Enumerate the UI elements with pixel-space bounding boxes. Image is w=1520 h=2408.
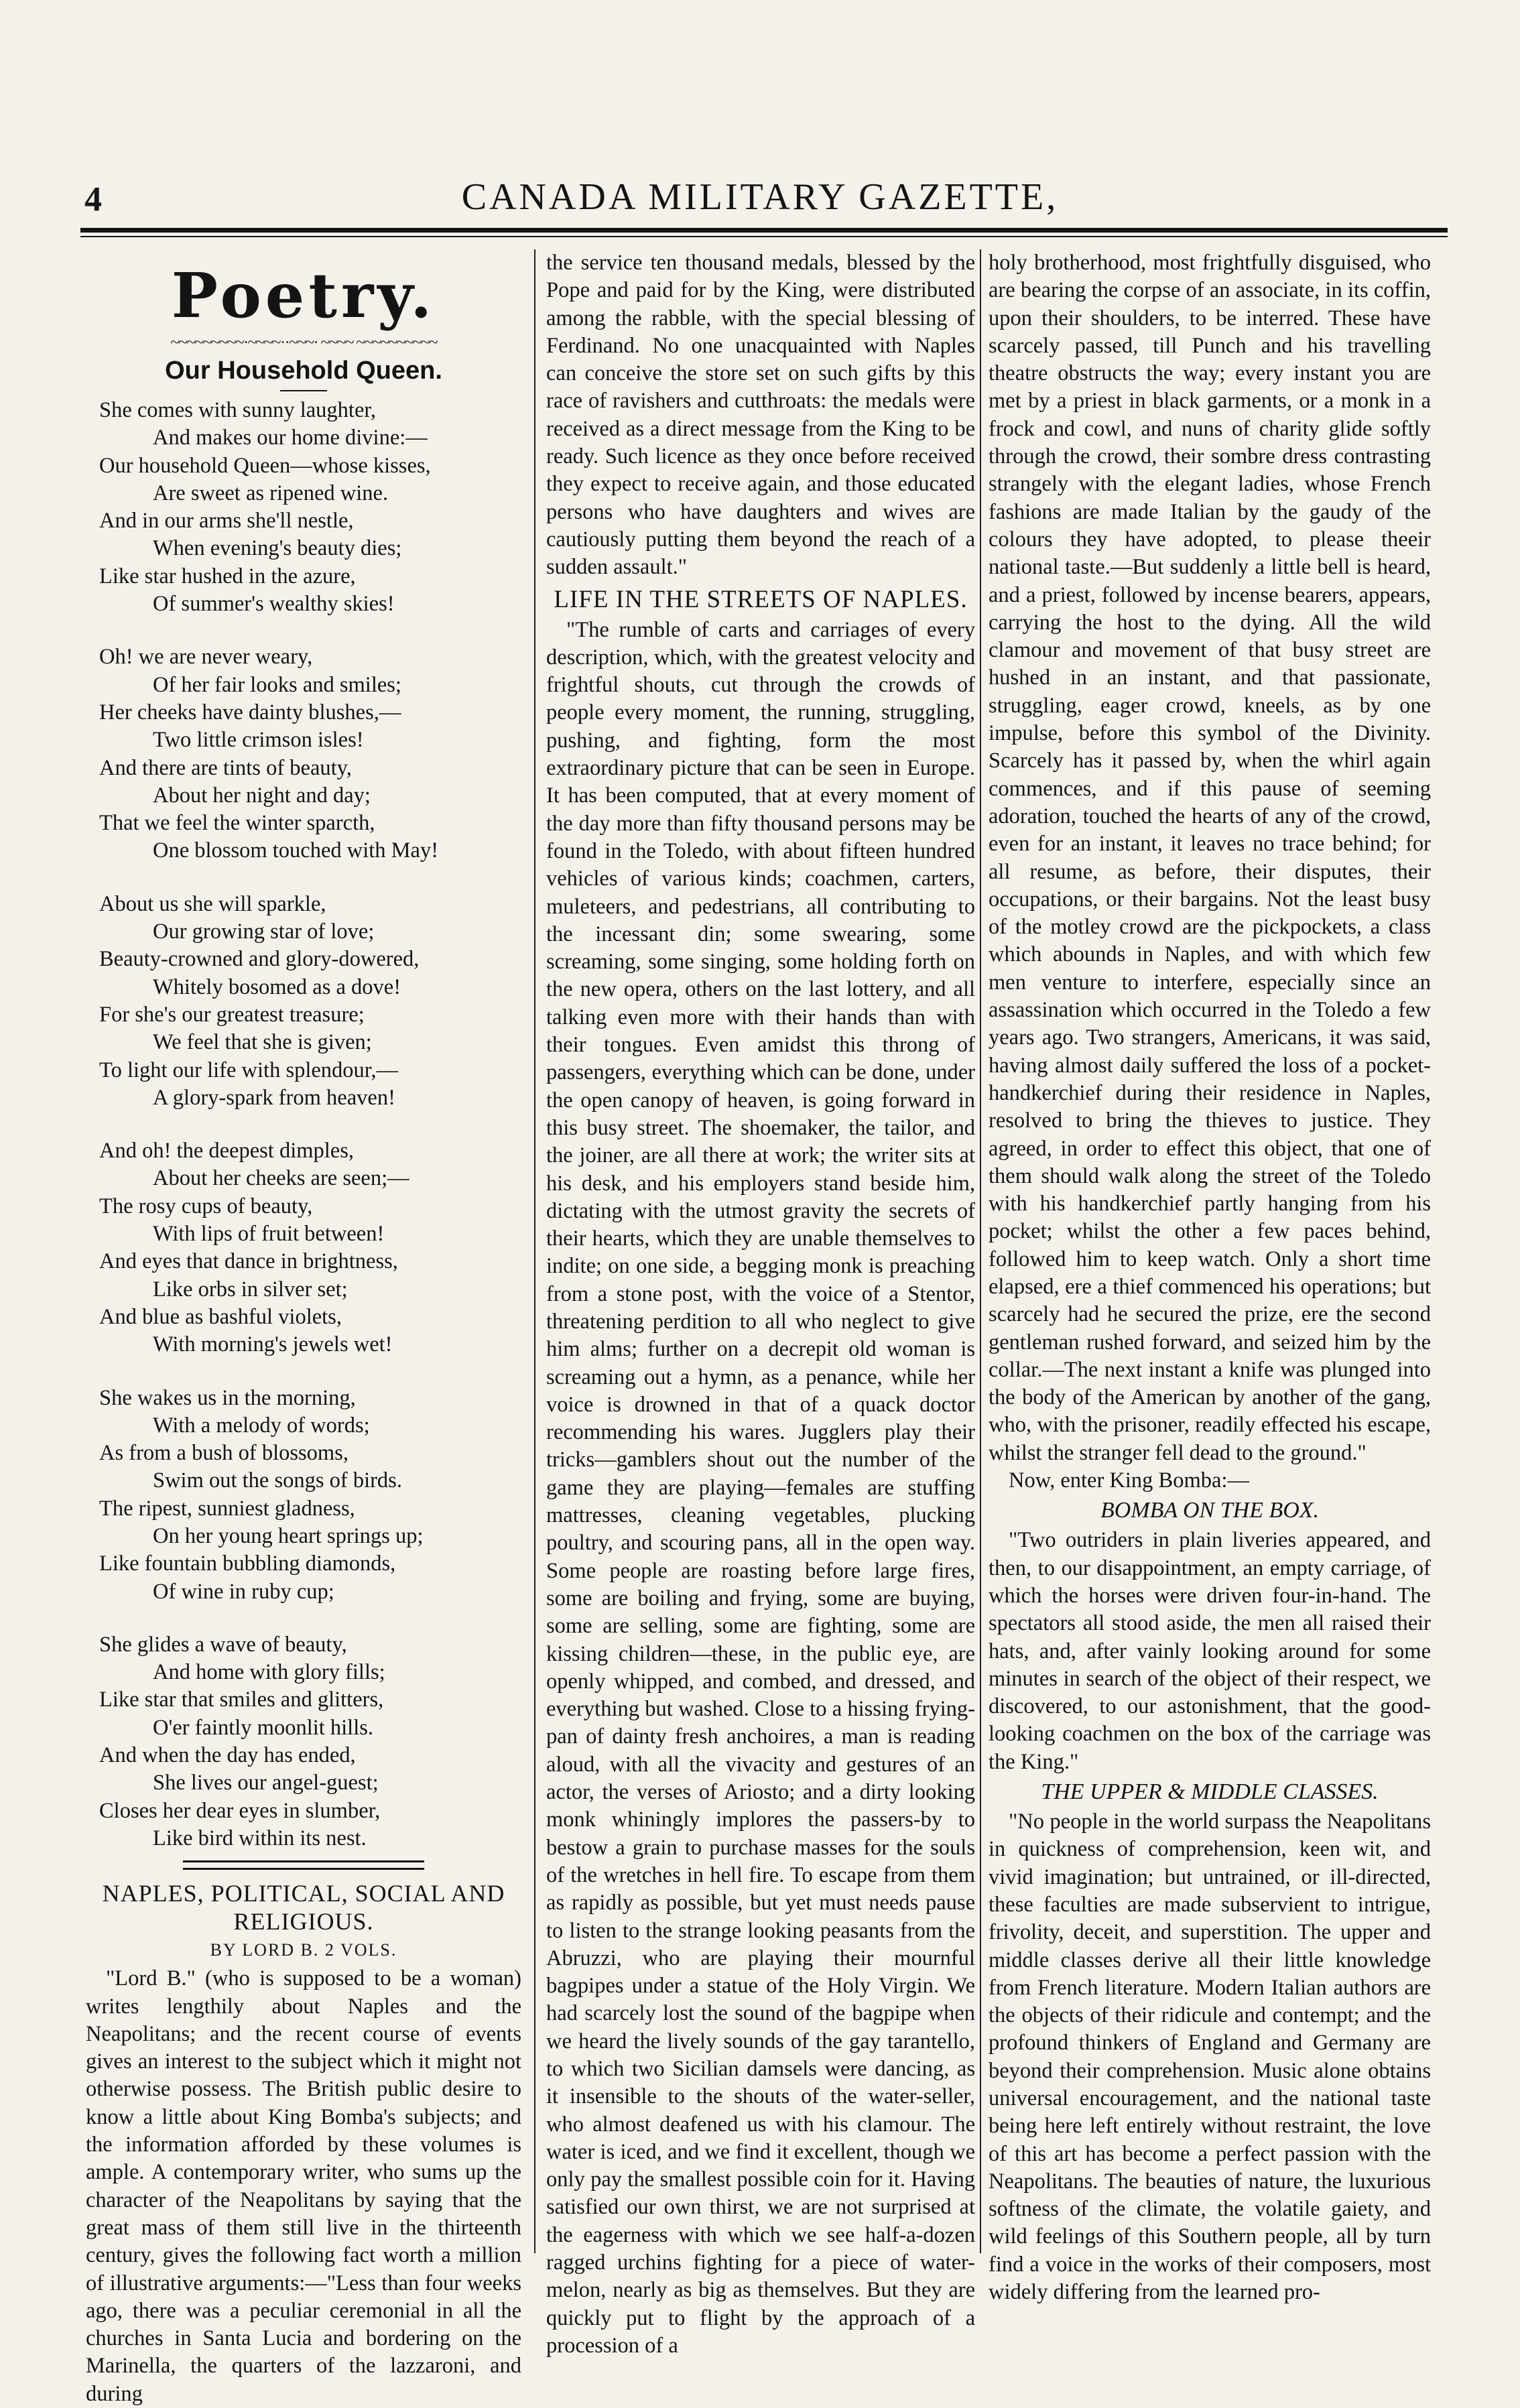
poem-stanza [86, 397, 521, 618]
life-in-streets-text: "The rumble of carts and carriages of every description, which, with the greatest velocity and frightful shouts, cut through the crowds of people every moment, the running, struggling, pushing, and fighting, form the most extraordinary picture that can be seen in Europe. It has been computed, that at every moment of the day more than fifty thousand persons may be found in the Toledo, with about fifteen hundred vehicles of various kinds; coachmen, carters, muleteers, and pedestrians, all contributing to the incessant din; some swearing, some screaming, some singing, some holding forth on the new opera, others on the last lottery, and all talking even more with their hands than with their tongues. Even amidst this throng of passengers, everything which can be done, under the open canopy of heaven, is going forward in this busy street. The shoemaker, the tailor, and the joiner, are all there at work; the writer sits at his desk, and his employers stand beside him, dictating with the utmost gravity the secrets of their hearts, which they are unable themselves to indite; on one side, a begging monk is preaching from a stone post, with the voice of a Stentor, threatening perdition to all who neglect to give him alms; further on a decrepit old woman is screaming out a hymn, as a penance, while her voice is drowned in that of a quack doctor recommending his wares. Jugglers play their tricks—gamblers shout out the number of the game they are playing—females are stuffing mattresses, cleaning vegetables, plucking poultry, and scouring pans, all in the open way. Some people are roasting before large fires, some are boiling and frying, some are buying, some are selling, some are fighting, some are kissing children—these, in the public eye, are openly whipped, and combed, and dressed, and everything but washed. Close to a hissing frying-pan of dainty fresh anchoires, a man is reading aloud, with all the vivacity and gestures of an actor, the verses of Ariosto; and a dirty looking monk whiningly implores the passers-by to bestow a grain to purchase masses for the souls of the wretches in hell fire. To escape from them as rapidly as possible, but yet must needs pause to listen to the strange looking peasants from the Abruzzi, who are playing their mournful bagpipes under a statue of the Holy Virgin. We had scarcely lost the sound of the bagpipe when we heard the lively sounds of the gay tarantello, to which two Sicilian damsels were dancing, as it insensible to the shouts of the water-seller, who almost deafened us with his clamour. The water is iced, and we find it excellent, though we only pay the smallest possible coin for it. Having satisfied our own thirst, we are not surprised at the eagerness with which we see half-a-dozen ragged urchins fighting for a piece of water-melon, nearly as big as themselves. But they are quickly put to flight by the approach of a procession of a [546, 617, 975, 2358]
poem-line: Like bird within its nest. [153, 1826, 367, 1850]
streets-continuation-text: holy brotherhood, most frightfully disguised, who are bearing the corpse of an associate, in its coffin, upon their shoulders, to be interred. These have scarcely passed, till Punch and his travelling theatre obstructs the way; every instant you are met by a priest in black garments, or a monk in a frock and cowl, and nuns of charity glide softly through the crowd, their sombre dress contrasting strangely with the elegant ladies, whose French fashions are made Italian by the gaudy of the colours they have adopted, to please theeir national taste.—But suddenly a little bell is heard, and a priest, followed by incense bearers, appears, carrying the host to the dying. All the wild clamour and movement of that busy street are hushed in an instant, and that passionate, struggling, eager crowd, kneels, as by one impulse, before this symbol of the Divinity. Scarcely has it passed by, when the whirl again commences, and if this pause of seeming adoration, touched the hearts of any of the crowd, even for an instant, it leaves no trace behind; for all resume, as before, their disputes, their occupations, or their bargains. Not the least busy of the motley crowd are the pickpockets, a class which abounds in Naples, and with which few men venture to interfere, especially since an assassination which occurred in the Toledo a few years ago. Two strangers, Americans, it was said, having almost daily suffered the loss of a pocket-handkerchief during their residence in Naples, resolved to bring the thieves to justice. They agreed, in order to effect this object, that one of them should walk along the street of the Toledo with his handkerchief partly hanging from his pocket; whilst the other a few paces behind, followed him to keep watch. Only a short time elapsed, ere a thief commenced his operations; but scarcely had he secured the prize, ere the second gentleman rushed forward, and seized him by the collar.—The next instant a knife was plunged into the body of the American by another of the gang, who, with the prisoner, readily effected his escape, whilst the stranger fell dead to the ground." [989, 251, 1431, 1465]
poem-line: As from a bush of blossoms, [99, 1441, 349, 1466]
poem-body [86, 397, 521, 1852]
section-heading-upper-middle-classes: THE UPPER & MIDDLE CLASSES. [1041, 1779, 1379, 1805]
poem-line: Of summer's wealthy skies! [153, 592, 395, 617]
poem-line: Like star that smiles and glitters, [99, 1688, 384, 1712]
poem-line: The rosy cups of beauty, [99, 1194, 313, 1218]
poem-stanza [86, 643, 521, 865]
poem-line: She glides a wave of beauty, [99, 1632, 347, 1657]
poem-line: She comes with sunny laughter, [99, 398, 377, 422]
section-heading-bomba-on-box: BOMBA ON THE BOX. [1100, 1498, 1320, 1523]
poem-line: One blossom touched with May! [153, 838, 439, 863]
column-3 [989, 249, 1431, 2306]
masthead-title: CANADA MILITARY GAZETTE, [461, 176, 1059, 218]
article-intro-text: "Lord B." (who is supposed to be a woman) writes lengthily about Naples and the Neapolitans; and the recent course of events gives an interest to the subject which it might not otherwise possess. The British public desire to know a little about King Bomba's subjects; and the information afforded by these volumes is ample. A contemporary writer, who sums up the character of the Neapolitans by saying that the great mass of them still live in the thirteenth century, gives the following fact worth a million of illustrative arguments:—"Less than four weeks ago, there was a peculiar ceremonial in all the churches in Santa Lucia and bordering on the Marinella, the quarters of the lazzaroni, and during [86, 1966, 521, 2406]
poem-line: Of her fair looks and smiles; [153, 672, 401, 697]
poem-line: To light our life with splendour,— [99, 1058, 398, 1082]
poem-line: She lives our angel-guest; [153, 1771, 379, 1795]
poem-line: Two little crimson isles! [153, 728, 364, 753]
column-divider-1 [534, 249, 535, 2253]
poem-line: On her young heart springs up; [153, 1523, 424, 1548]
poem-line: And in our arms she'll nestle, [99, 509, 354, 533]
poem-line: For she's our greatest treasure; [99, 1002, 365, 1027]
poem-line: About her cheeks are seen;— [153, 1166, 409, 1191]
poem-line: Whitely bosomed as a dove! [153, 974, 401, 999]
poem-line: And makes our home divine:— [153, 426, 428, 450]
enter-king-bomba-text: Now, enter King Bomba:— [1009, 1468, 1249, 1493]
article-title: NAPLES, POLITICAL, SOCIAL AND RELIGIOUS. [102, 1880, 505, 1936]
poem-line: With lips of fruit between! [153, 1222, 385, 1247]
poem-line: That we feel the winter sparcth, [99, 811, 375, 836]
poem-line: With a melody of words; [153, 1413, 370, 1438]
poem-line: Like fountain bubbling diamonds, [99, 1551, 396, 1576]
header-rule-thick [80, 228, 1448, 233]
poem-title-rule [280, 390, 327, 391]
poem-line: Oh! we are never weary, [99, 645, 313, 670]
poem-line: And oh! the deepest dimples, [99, 1139, 354, 1163]
poem-line: And when the day has ended, [99, 1743, 356, 1768]
poetry-section-heading: Poetry. [171, 259, 436, 332]
poem-line: O'er faintly moonlit hills. [153, 1715, 374, 1740]
poem-stanza [86, 891, 521, 1112]
poem-line: Closes her dear eyes in slumber, [99, 1798, 381, 1823]
poem-line: She wakes us in the morning, [99, 1385, 356, 1410]
poem-line: Of wine in ruby cup; [153, 1579, 334, 1604]
poem-stanza [86, 1137, 521, 1358]
poem-line: Our growing star of love; [153, 920, 375, 944]
poem-line: And there are tints of beauty, [99, 755, 352, 780]
column-2 [546, 249, 975, 2360]
upper-middle-classes-text: "No people in the world surpass the Neapolitans in quickness of comprehension, keen wit, and vivid imagination; but untrained, or ill-directed, these faculties are made subservient to intrigue, frivolity, deceit, and superstition. The upper and middle classes derive all their little knowledge from French literature. Modern Italian authors are the objects of their ridicule and contempt; and the profound thinkers of England and Germany are beyond their comprehension. Music alone obtains universal encouragement, and the national taste being here left entirely without restraint, the love of this art has become a perfect passion with the Neapolitans. The beauties of nature, the luxurious softness of the climate, the volatile gaiety, and wild feelings of this Southern people, all by turn find a voice in the works of their composers, most widely differing from the learned pro- [989, 1810, 1431, 2305]
poem-line: A glory-spark from heaven! [153, 1085, 395, 1110]
header-rule-thin [80, 236, 1448, 237]
poem-stanza [86, 1631, 521, 1852]
poem-stanza [86, 1385, 521, 1606]
poem-line: And eyes that dance in brightness, [99, 1249, 398, 1274]
section-heading-life-in-streets: LIFE IN THE STREETS OF NAPLES. [554, 585, 968, 613]
column-divider-2 [980, 249, 981, 2253]
poem-line: Like star hushed in the azure, [99, 564, 356, 588]
poem-line: And home with glory fills; [153, 1660, 385, 1685]
article-byline: BY LORD B. 2 VOLS. [210, 1940, 397, 1960]
poem-title: Our Household Queen. [165, 357, 442, 385]
poem-line: With morning's jewels wet! [153, 1332, 393, 1357]
poem-line: When evening's beauty dies; [153, 536, 402, 561]
column-1 [86, 249, 521, 2408]
poem-line: Beauty-crowned and glory-dowered, [99, 947, 420, 972]
poem-line: About her night and day; [153, 783, 371, 808]
poem-line: And blue as bashful violets, [99, 1304, 342, 1329]
poem-line: We feel that she is given; [153, 1030, 372, 1055]
article-continuation-text: the service ten thousand medals, blessed by the Pope and paid for by the King, were distributed among the rabble, with the special blessing of Ferdinand. No one unacquainted with Naples can conceive the store set on such gifts by this race of ravishers and cutthroats: the medals were received as a direct message from the King to be ready. Such licence as they once before received they expect to receive again, and those educated persons who have daughters and wives are cautiously putting them beyond the reach of a sudden assault." [546, 251, 975, 580]
poem-line: Swim out the songs of birds. [153, 1468, 402, 1493]
poem-line: Her cheeks have dainty blushes,— [99, 700, 401, 724]
poem-line: About us she will sparkle, [99, 891, 326, 916]
ornament-rule: ~~~~~~~~~·~~~~··~~~· ~~~~ ~~~~~~~~~~ [170, 332, 437, 352]
poem-line: The ripest, sunniest gladness, [99, 1496, 355, 1521]
bomba-on-box-text: "Two outriders in plain liveries appeared, and then, to our disappointment, an empty carriage, of which the horses were driven four-in-hand. The spectators all stood aside, the men all raised their hats, and, after vainly looking around for some minutes in search of the object of their respect, we discovered, to our astonishment, that the good-looking coachmen on the box of the carriage was the King." [989, 1528, 1431, 1774]
page-number: 4 [84, 180, 102, 218]
poem-line: Our household Queen—whose kisses, [99, 453, 431, 478]
article-separator-rule [183, 1860, 424, 1870]
poem-line: Are sweet as ripened wine. [153, 481, 389, 505]
poem-line: Like orbs in silver set; [153, 1277, 348, 1302]
